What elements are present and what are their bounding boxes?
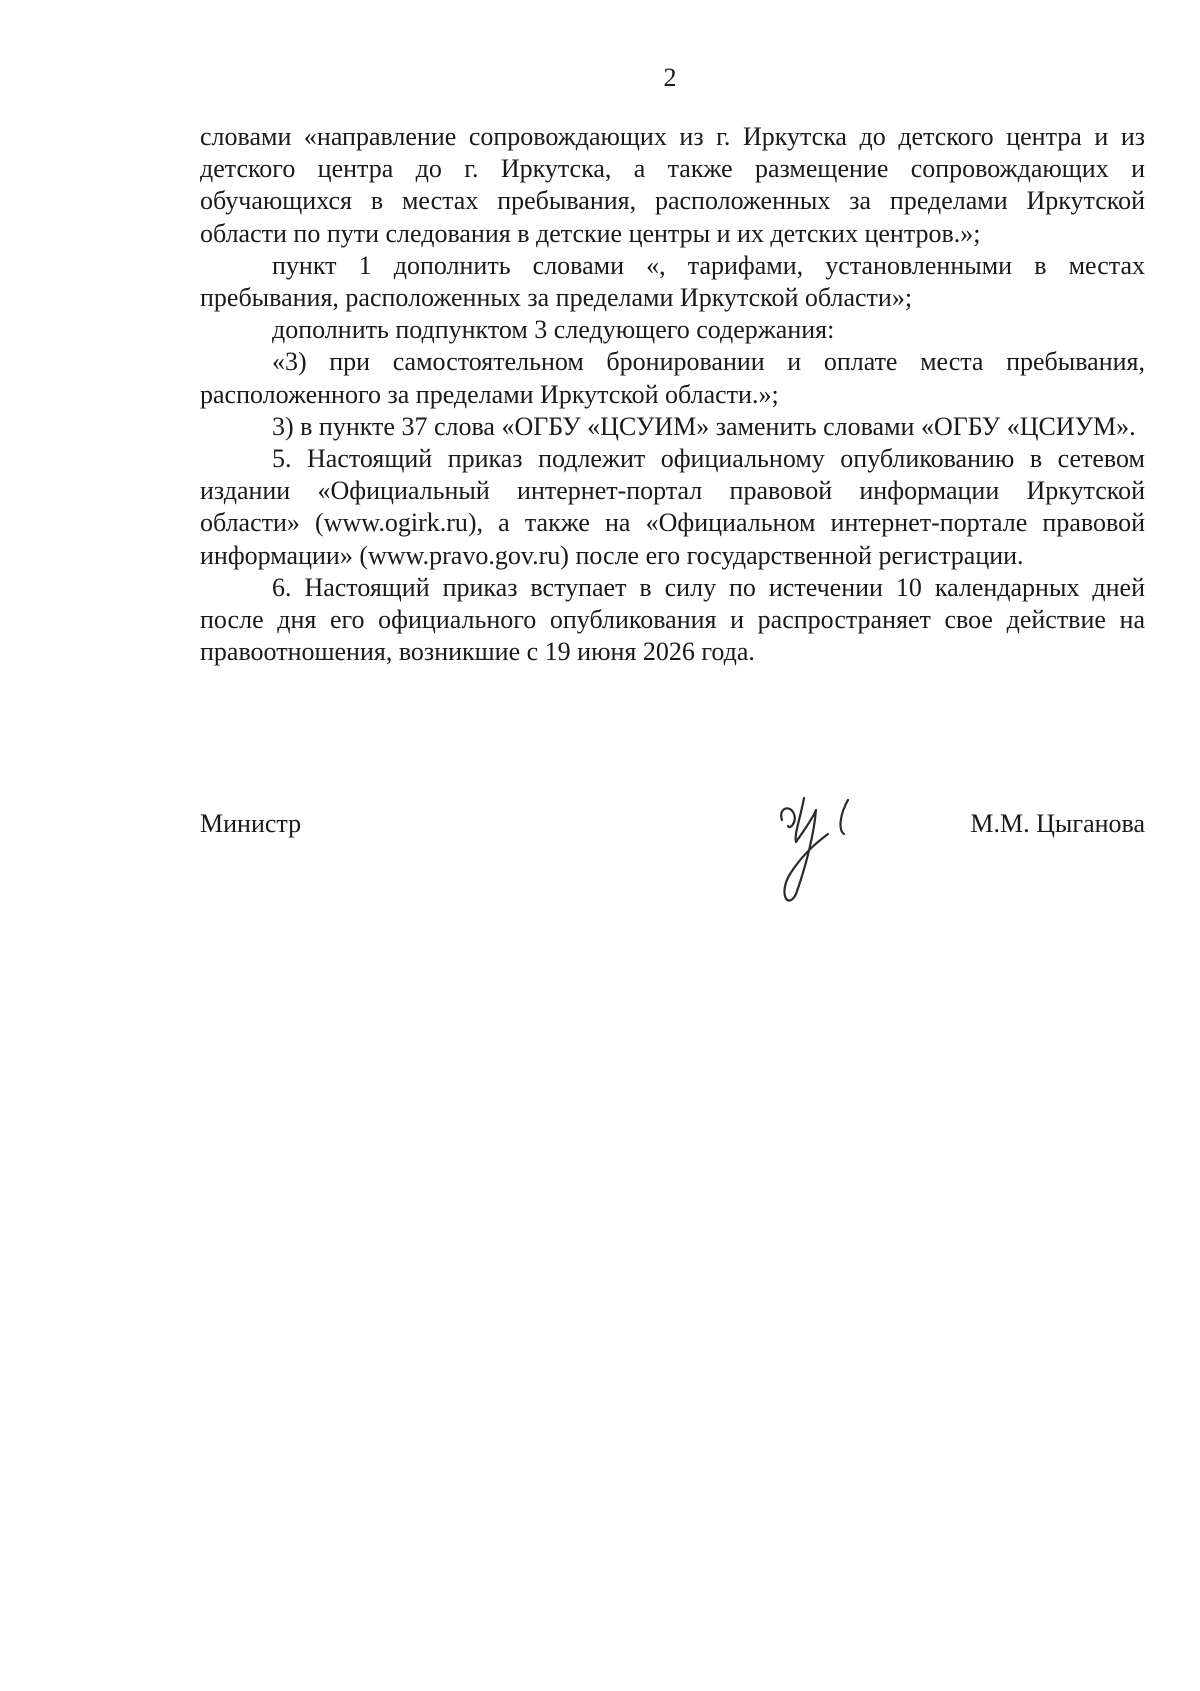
signatory-title: Министр	[200, 809, 302, 838]
paragraph-subitem-3: «3) при самостоятельном бронировании и оплате места пребывания, расположенного за пределами Иркутской области.»;	[200, 347, 1145, 409]
paragraph-section-5: 5. Настоящий приказ подлежит официальному опубликованию в сетевом издании «Официальный интернет-портал правовой информации Иркутской области» (www.ogirk.ru), а также на «Официальном интернет-портале правовой информации» (www.pravo.gov.ru) после его государственной регистрации.	[200, 444, 1145, 570]
paragraph-item-1: пункт 1 дополнить словами «, тарифами, установленными в местах пребывания, расположенных за пределами Иркутской области»;	[200, 250, 1145, 313]
paragraph-subitem-intro: дополнить подпунктом 3 следующего содержания:	[272, 315, 835, 345]
handwritten-signature	[760, 790, 910, 910]
paragraph-item-3: 3) в пункте 37 слова «ОГБУ «ЦСУИМ» заменить словами «ОГБУ «ЦСИУМ».	[272, 411, 1136, 441]
paragraph-section-6: 6. Настоящий приказ вступает в силу по истечении 10 календарных дней после дня его официального опубликования и распространяет свое действие на правоотношения, возникшие с 19 июня 2026 года.	[200, 572, 1145, 667]
signatory-name: М.М. Цыганова	[970, 809, 1145, 838]
signature-block	[200, 800, 1145, 920]
paragraph-continuation: словами «направление сопровождающих из г. Иркутска до детского центра и из детского центра до г. Иркутска, а также размещение сопровождающих и обучающихся в местах пребывания, расположенных за пределами Иркутской области по пути следования в детские центры и их детских центров.»;	[200, 122, 1145, 248]
document-body	[200, 121, 1145, 668]
page-number: 2	[663, 63, 677, 92]
